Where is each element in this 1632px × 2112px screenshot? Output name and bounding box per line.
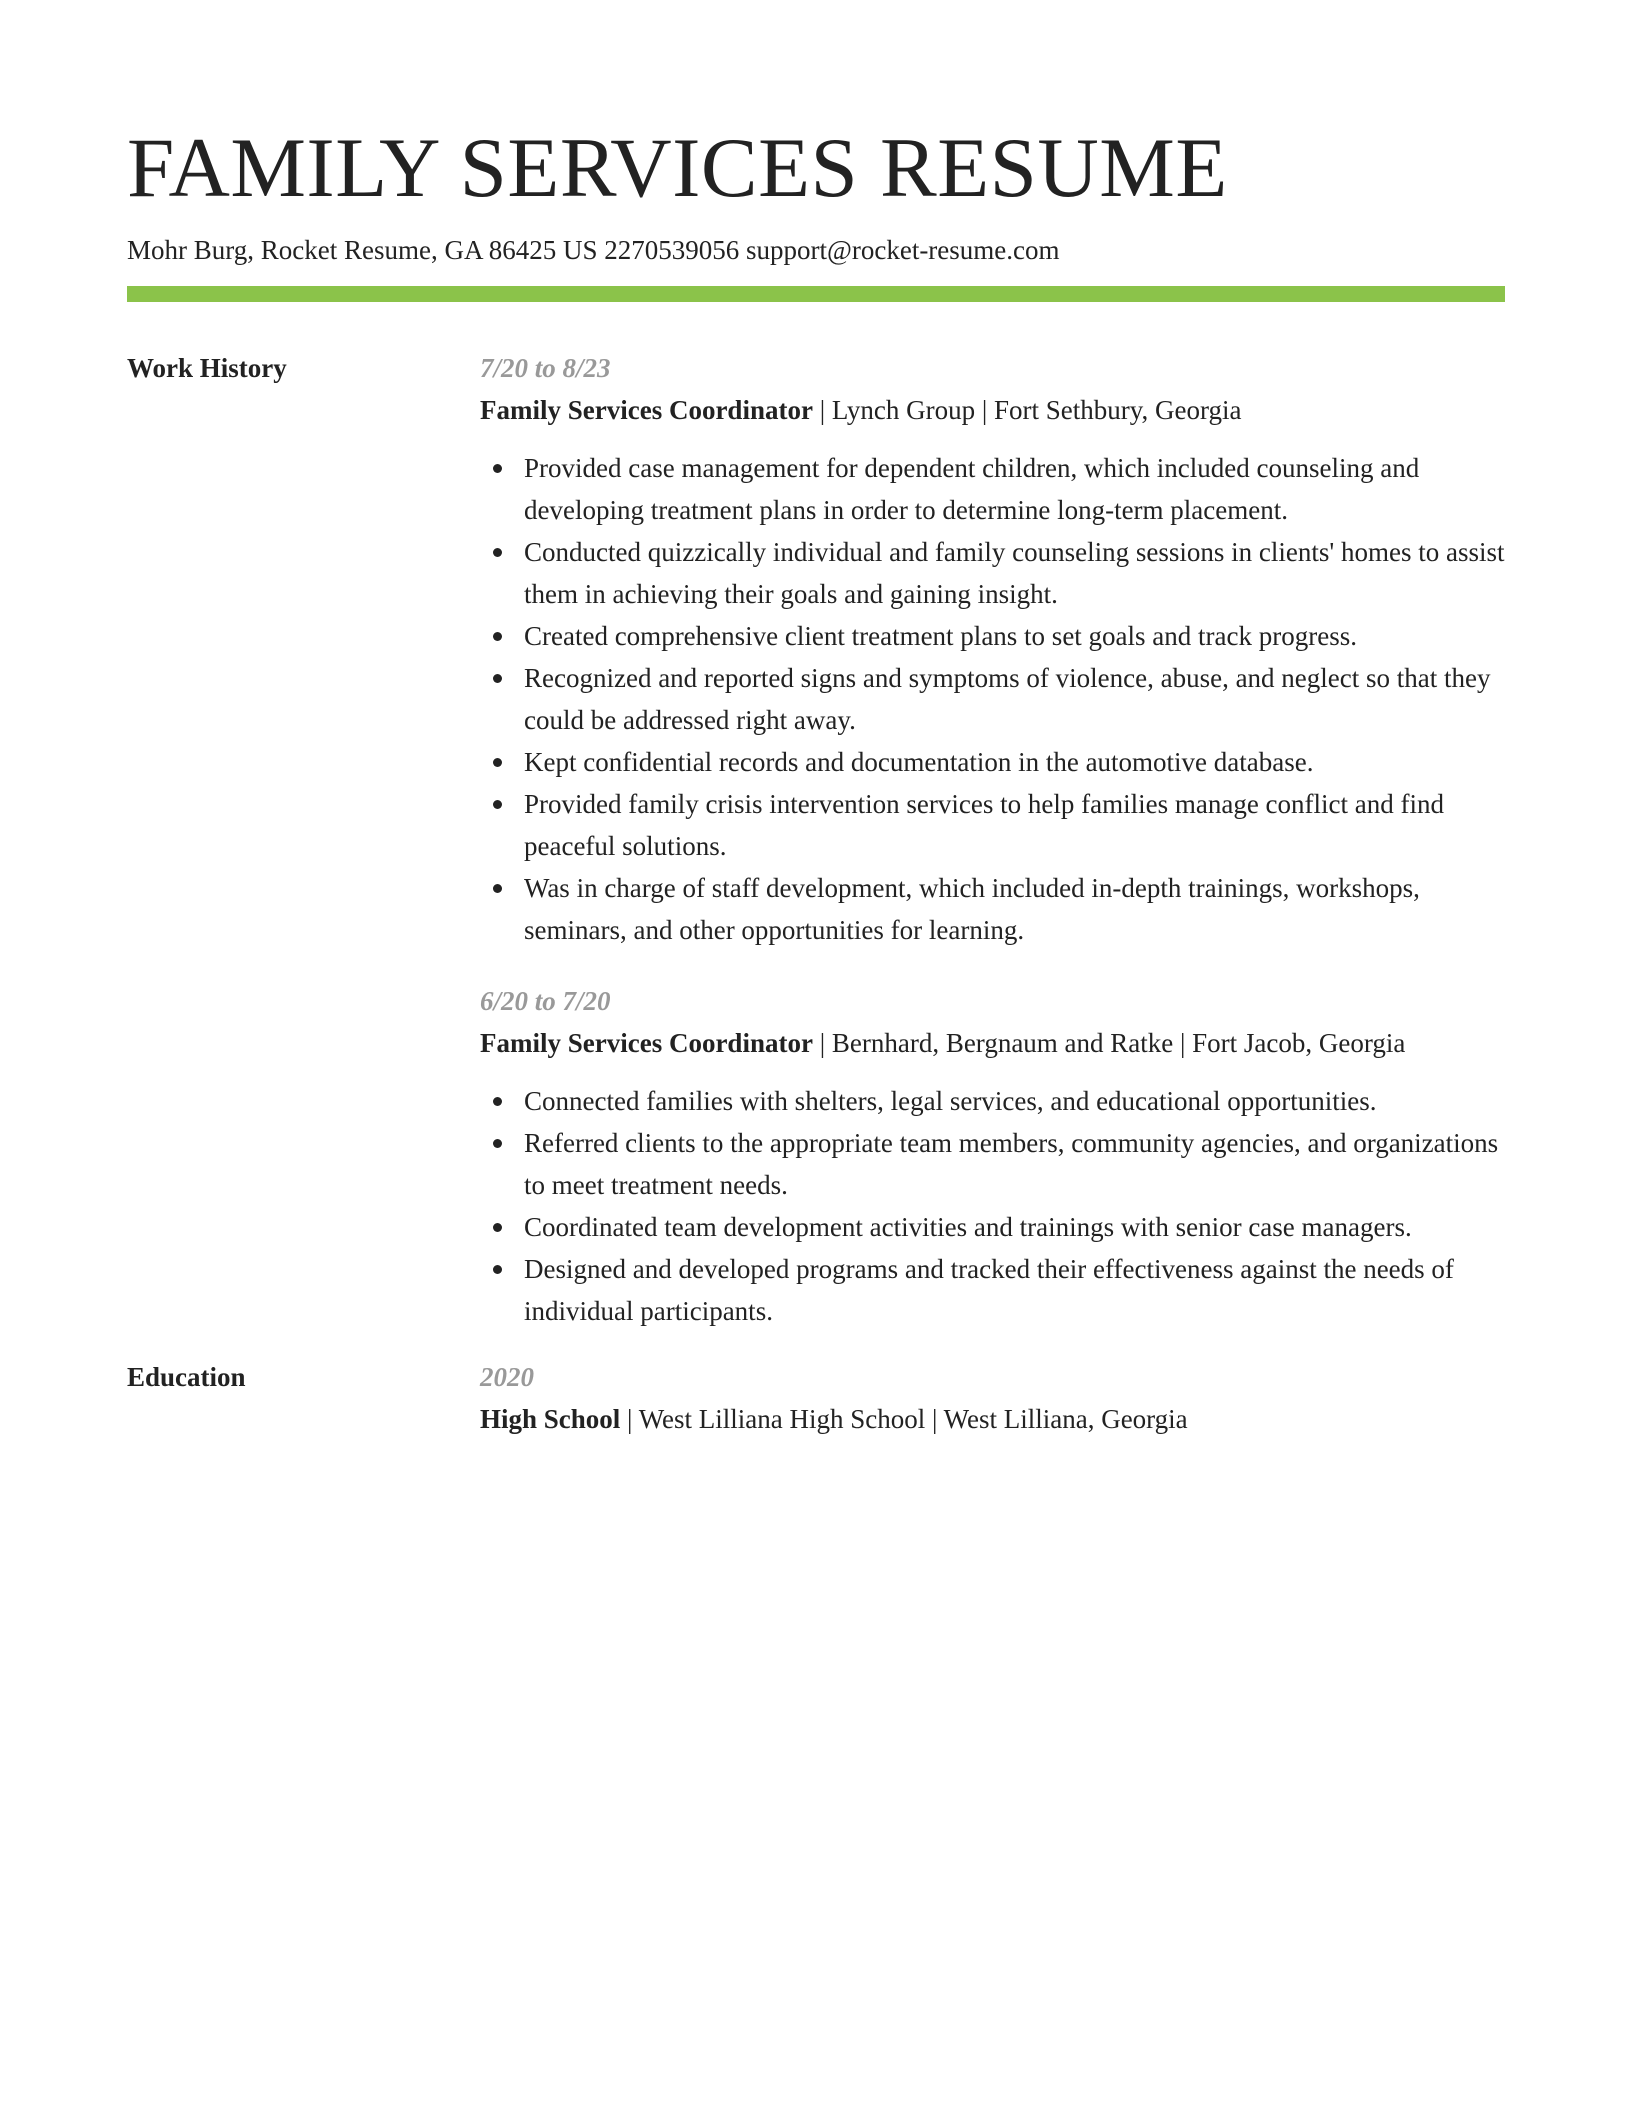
job-role: Family Services Coordinator: [480, 1028, 813, 1058]
duty-item: [524, 657, 1505, 741]
accent-divider: [127, 286, 1505, 302]
duty-item: [524, 783, 1505, 867]
education-year: 2020: [480, 1362, 534, 1392]
duty-text: Connected families with shelters, legal services, and educational opportunities.: [524, 1086, 1377, 1116]
duty-text: Kept confidential records and documentation in the automotive database.: [524, 747, 1314, 777]
bullet-icon: [493, 674, 502, 683]
duty-text: Coordinated team development activities and trainings with senior case managers.: [524, 1212, 1412, 1242]
duty-text: Conducted quizzically individual and family counseling sessions in clients' homes to assist them in achieving their goals and gaining insight.: [524, 537, 1505, 609]
duty-text: Was in charge of staff development, which included in-depth trainings, workshops, seminars, and other opportunities for learning.: [524, 873, 1420, 945]
duty-item: [524, 1206, 1505, 1248]
duty-text: Provided family crisis intervention services to help families manage conflict and find peaceful solutions.: [524, 789, 1444, 861]
duty-item: [524, 1122, 1505, 1206]
duty-item: [524, 1248, 1505, 1332]
job-employer-location: | Lynch Group | Fort Sethbury, Georgia: [812, 395, 1242, 425]
bullet-icon: [493, 1097, 502, 1106]
section-label-education: Education: [127, 1362, 246, 1392]
bullet-icon: [493, 1265, 502, 1274]
duty-text: Referred clients to the appropriate team members, community agencies, and organizations to meet treatment needs.: [524, 1128, 1499, 1200]
job-dates: 6/20 to 7/20: [480, 986, 611, 1016]
education-line: [480, 1399, 1505, 1439]
bullet-icon: [493, 548, 502, 557]
education-degree: High School: [480, 1404, 621, 1434]
education-entries: [480, 1357, 1505, 1469]
job-employer-location: | Bernhard, Bergnaum and Ratke | Fort Jacob, Georgia: [812, 1028, 1406, 1058]
duty-item: [524, 447, 1505, 531]
bullet-icon: [493, 464, 502, 473]
duty-item: [524, 741, 1505, 783]
job-title-line: [480, 1023, 1505, 1063]
education-entry: [480, 1357, 1505, 1439]
bullet-icon: [493, 884, 502, 893]
job-entry: [480, 348, 1505, 951]
job-role: Family Services Coordinator: [480, 395, 813, 425]
duty-text: Created comprehensive client treatment plans to set goals and track progress.: [524, 621, 1357, 651]
job-title-line: [480, 390, 1505, 430]
duty-item: [524, 1080, 1505, 1122]
bullet-icon: [493, 1139, 502, 1148]
duty-item: [524, 531, 1505, 615]
education-school-location: | West Lilliana High School | West Lilliana, Georgia: [620, 1404, 1188, 1434]
duty-text: Recognized and reported signs and symptoms of violence, abuse, and neglect so that they could be addressed right away.: [524, 663, 1491, 735]
duty-item: [524, 867, 1505, 951]
bullet-icon: [493, 1223, 502, 1232]
duty-text: Designed and developed programs and tracked their effectiveness against the needs of individual participants.: [524, 1254, 1454, 1326]
job-entry: [480, 981, 1505, 1332]
bullet-icon: [493, 800, 502, 809]
bullet-icon: [493, 758, 502, 767]
bullet-icon: [493, 632, 502, 641]
job-duties-list: [480, 447, 1505, 951]
section-label-work-history: Work History: [127, 353, 287, 383]
duty-text: Provided case management for dependent children, which included counseling and developing treatment plans in order to determine long-term placement.: [524, 453, 1420, 525]
duty-item: [524, 615, 1505, 657]
resume-title: FAMILY SERVICES RESUME: [127, 121, 1228, 215]
job-duties-list: [480, 1080, 1505, 1332]
job-dates: 7/20 to 8/23: [480, 353, 611, 383]
contact-info: Mohr Burg, Rocket Resume, GA 86425 US 2270539056 support@rocket-resume.com: [127, 235, 1060, 265]
work-history-entries: [480, 348, 1505, 1362]
